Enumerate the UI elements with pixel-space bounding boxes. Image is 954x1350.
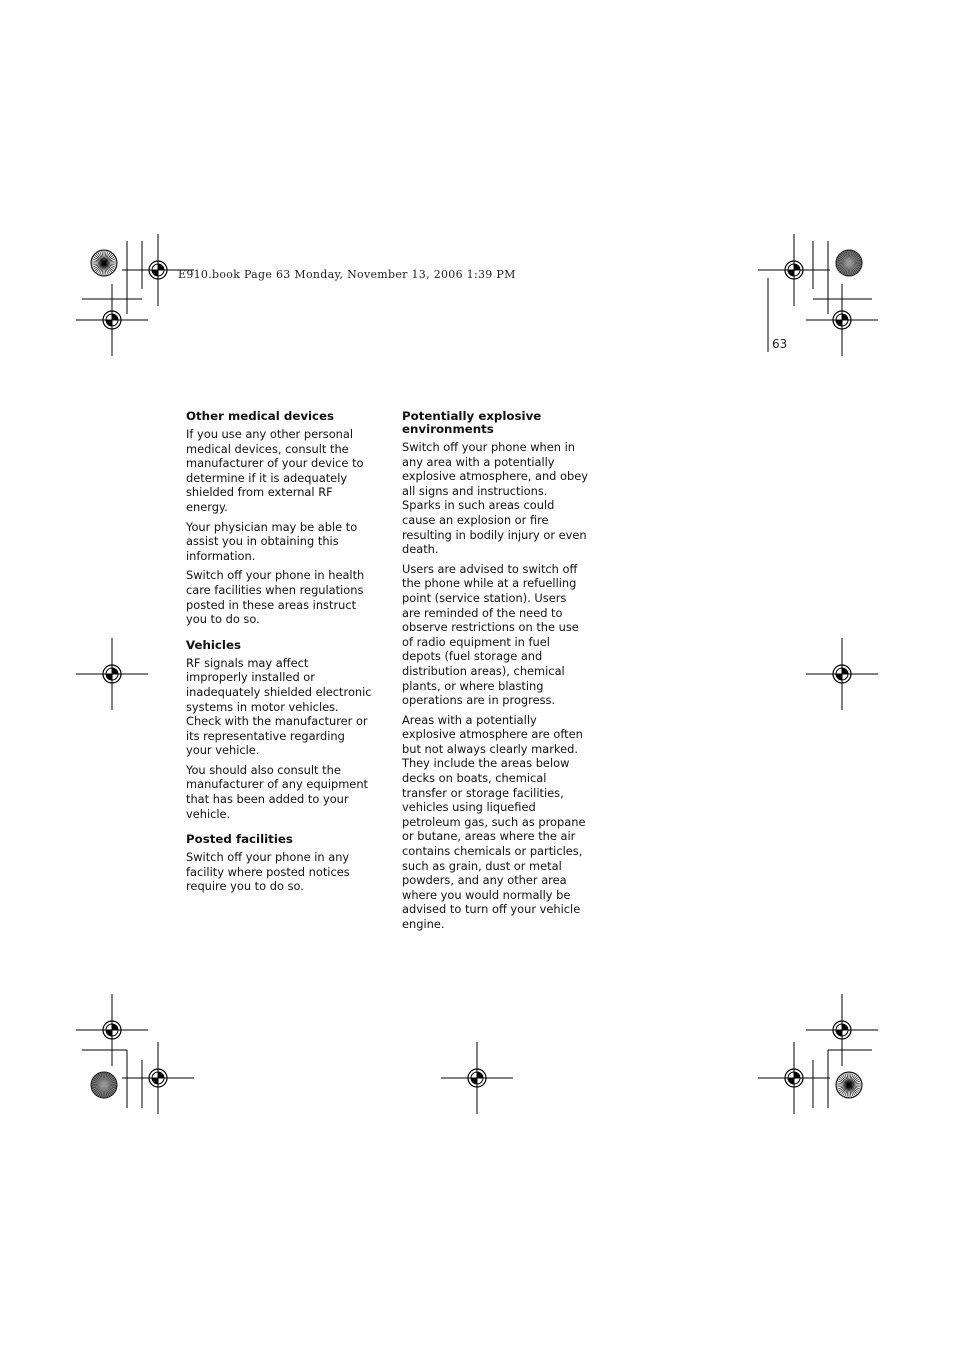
registration-mark (806, 994, 878, 1066)
page-number: 63 (772, 337, 788, 351)
registration-mark (758, 234, 830, 306)
registration-mark (806, 284, 878, 356)
right-column (402, 410, 588, 944)
starburst-target (836, 1072, 862, 1098)
section-other-medical-devices (186, 410, 372, 627)
registration-mark (758, 1042, 830, 1114)
starburst-target (91, 1072, 117, 1098)
paragraph: Your physician may be able to assist you in obtaining this information. (186, 519, 358, 563)
paragraph: Switch off your phone in health care facilities when regulations posted in these areas instruct you to do so. (186, 568, 365, 627)
registration-mark (76, 994, 148, 1066)
section-heading: Posted facilities (186, 832, 293, 847)
paragraph: Switch off your phone in any facility where posted notices require you to do so. (186, 850, 350, 894)
section-heading: Vehicles (186, 637, 241, 652)
starburst-target (836, 250, 862, 276)
left-column (186, 410, 372, 906)
registration-mark (76, 284, 148, 356)
section-heading: Other medical devices (186, 409, 335, 423)
starburst-target (91, 250, 117, 276)
paragraph: RF signals may affect improperly installed or inadequately shielded electronic systems in motor vehicles. Check with the manufacturer or its representative regarding your vehicle. (186, 655, 372, 758)
paragraph: You should also consult the manufacturer of any equipment that has been added to your vehicle. (186, 762, 368, 821)
registration-mark (441, 1042, 513, 1114)
section-posted-facilities (186, 833, 372, 894)
registration-mark (806, 638, 878, 710)
registration-mark (76, 638, 148, 710)
paragraph: If you use any other personal medical devices, consult the manufacturer of your device to determine if it is adequately shielded from external RF energy. (186, 427, 364, 514)
paragraph: Switch off your phone when in any area with a potentially explosive atmosphere, and obey all signs and instructions. Sparks in such areas could cause an explosion or fire resulting in bodily injury or even death. (402, 440, 588, 557)
paragraph: Areas with a potentially explosive atmosphere are often but not always clearly marked. They include the areas below decks on boats, chemical transfer or storage facilities, vehicles using liquefied petroleum gas, such as propane or butane, areas where the air contains chemicals or particles, such as grain, dust or metal powders, and any other area where you would normally be advised to turn off your vehicle engine. (402, 712, 586, 931)
section-potentially-explosive-environments (402, 410, 588, 932)
print-header: E910.book Page 63 Monday, November 13, 2006 1:39 PM (178, 268, 516, 281)
section-vehicles (186, 639, 372, 822)
registration-mark (122, 1042, 194, 1114)
paragraph: Users are advised to switch off the phone while at a refuelling point (service station). Users are reminded of the need to observe restrictions on the use of radio equipment in fuel depots (fuel storage and distribution areas), chemical plants, or where blasting operations are in progress. (402, 561, 579, 708)
section-heading: Potentially explosive environments (402, 409, 542, 436)
